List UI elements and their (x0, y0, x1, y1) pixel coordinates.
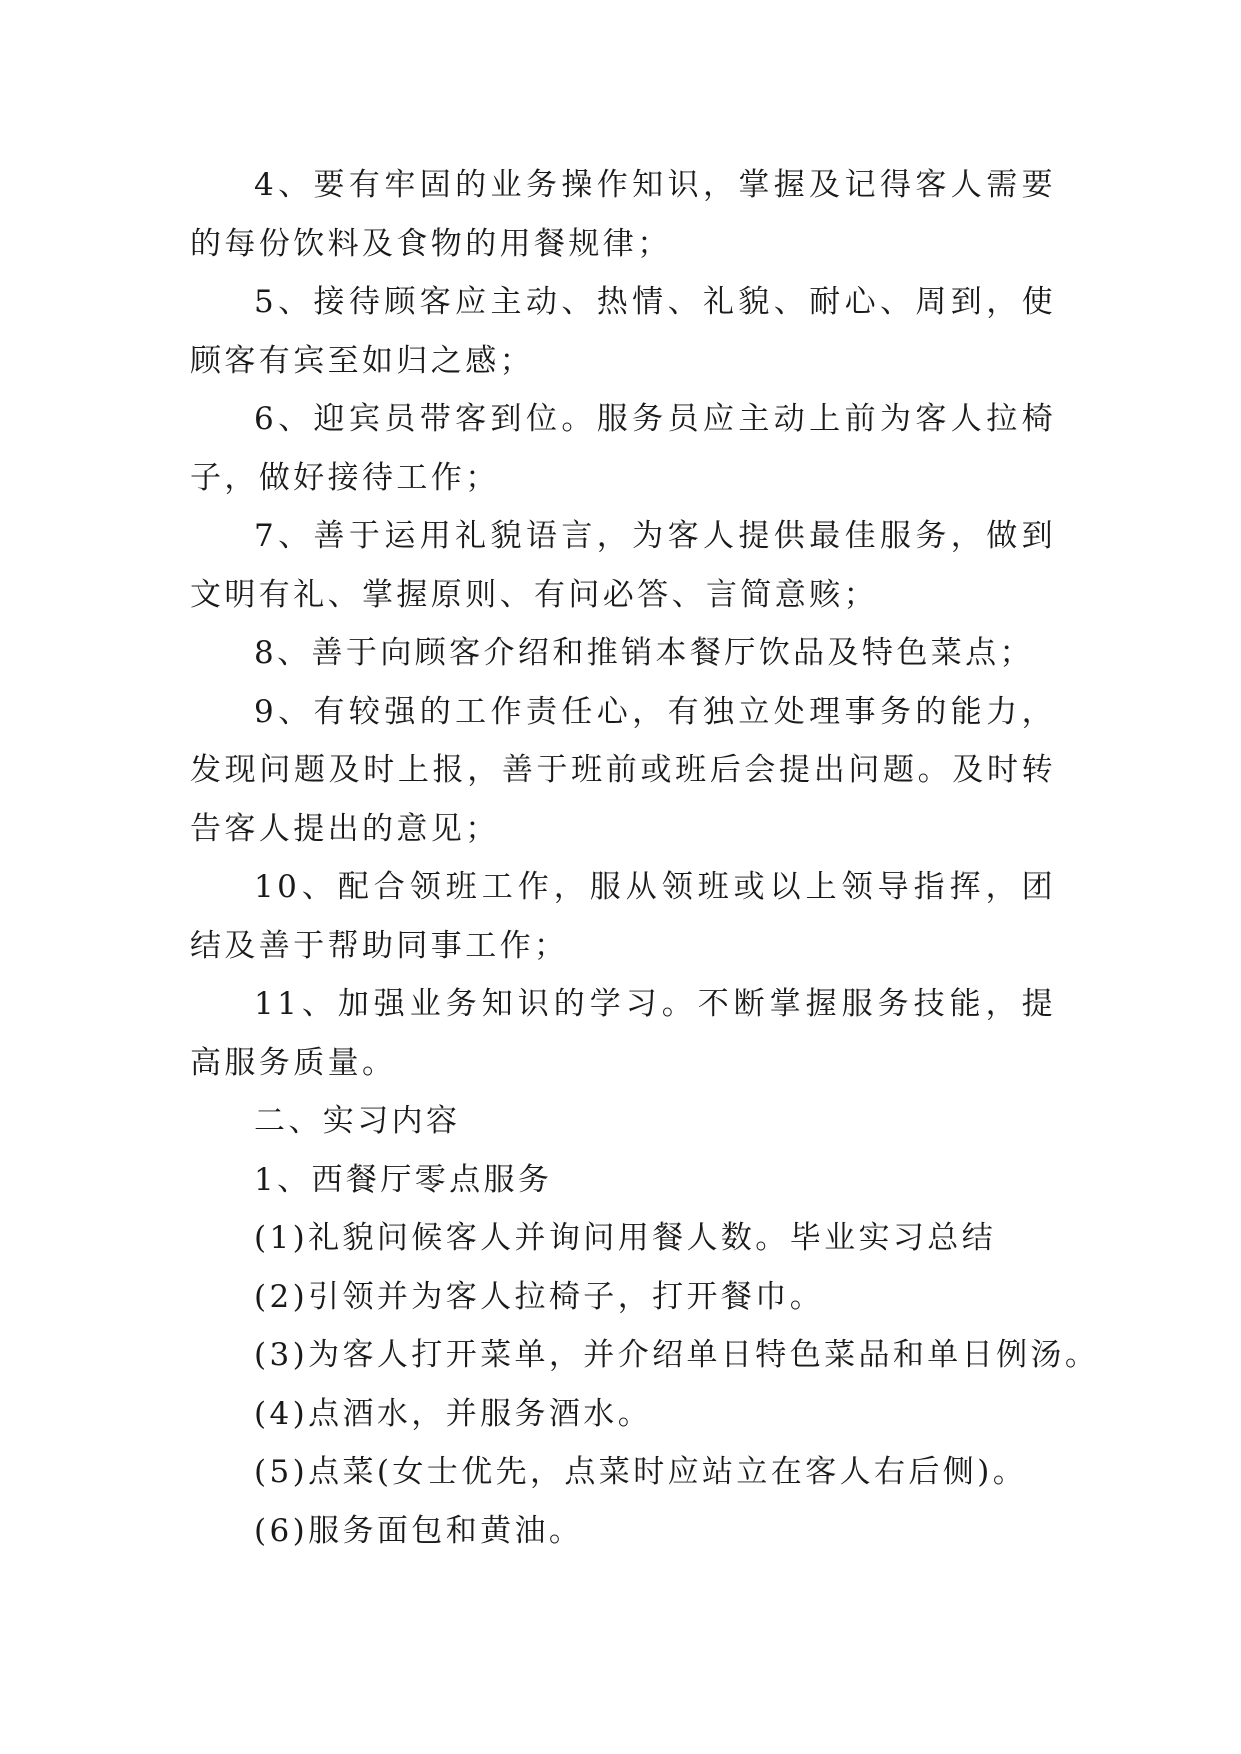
paragraph-item-11: 11、加强业务知识的学习。不断掌握服务技能，提高服务质量。 (190, 986, 1056, 1081)
subsection-heading: 1、西餐厅零点服务 (254, 1161, 553, 1198)
service-step-5: (5)点菜(女士优先，点菜时应站立在客人右后侧)。 (254, 1454, 1028, 1490)
service-step-6: (6)服务面包和黄油。 (254, 1512, 584, 1549)
paragraph-item-9: 9、有较强的工作责任心，有独立处理事务的能力，发现问题及时上报，善于班前或班后会提出问题。及时转告客人提出的意见； (190, 693, 1056, 847)
service-step-2: (2)引领并为客人拉椅子，打开餐巾。 (254, 1278, 825, 1315)
paragraph-item-4: 4、要有牢固的业务操作知识，掌握及记得客人需要的每份饮料及食物的用餐规律； (190, 167, 1056, 262)
paragraph-item-7: 7、善于运用礼貌语言，为客人提供最佳服务，做到文明有礼、掌握原则、有问必答、言简意赅； (190, 518, 1056, 613)
service-step-3: (3)为客人打开菜单，并介绍单日特色菜品和单日例汤。 (254, 1337, 1100, 1373)
service-step-1: (1)礼貌问候客人并询问用餐人数。毕业实习总结 (254, 1220, 997, 1256)
paragraph-item-5: 5、接待顾客应主动、热情、礼貌、耐心、周到，使顾客有宾至如归之感； (190, 284, 1056, 379)
paragraph-item-6: 6、迎宾员带客到位。服务员应主动上前为客人拉椅子，做好接待工作； (190, 401, 1056, 496)
document-body (190, 156, 1100, 1560)
paragraph-item-10: 10、配合领班工作，服从领班或以上领导指挥，团结及善于帮助同事工作； (190, 869, 1056, 964)
section-heading: 二、实习内容 (254, 1103, 461, 1139)
service-step-4: (4)点酒水，并服务酒水。 (254, 1395, 653, 1432)
paragraph-item-8: 8、善于向顾客介绍和推销本餐厅饮品及特色菜点； (254, 635, 1034, 671)
